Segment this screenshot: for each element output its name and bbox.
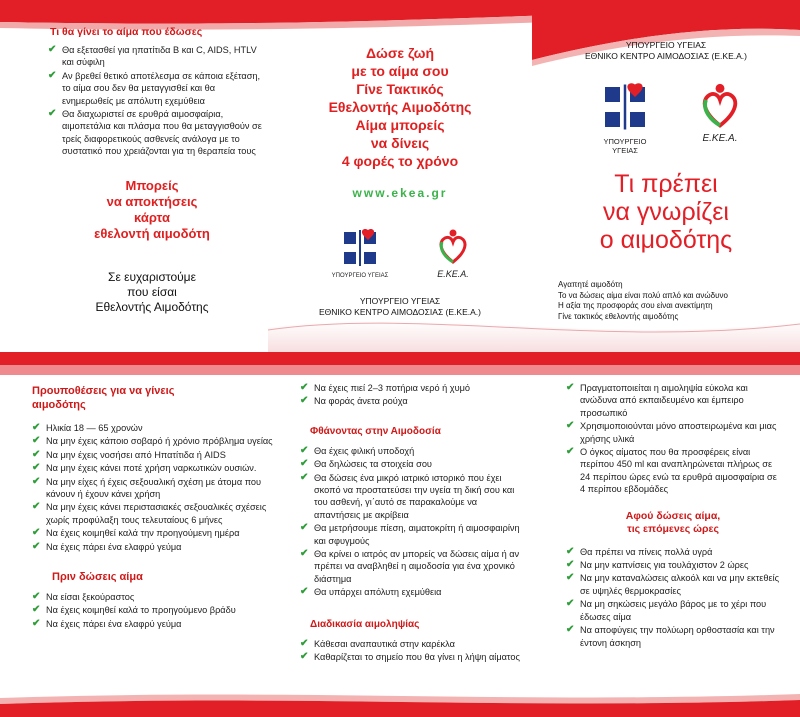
list-item: ✔ Να μη σηκώσεις μεγάλο βάρος με το χέρι που έδωσες αίμα	[566, 598, 767, 622]
donor-card-text: Μπορείς να αποκτήσεις κάρτα εθελοντή αιμοδότη	[94, 177, 210, 241]
check-icon: ✔	[32, 448, 41, 460]
bottom-col-3	[566, 382, 780, 692]
heart-logo-icon	[698, 82, 742, 128]
list-item: ✔ Να έχεις κοιμηθεί καλά την προηγούμενη ημέρα	[32, 527, 240, 539]
list-item: ✔ Να αποφύγεις την πολύωρη ορθοστασία και την έντονη άσκηση	[566, 624, 775, 648]
check-icon: ✔	[566, 598, 575, 610]
list-item: ✔ Θα υπάρχει απόλυτη εχεμύθεια	[300, 586, 442, 598]
list-item: ✔ Θα μετρήσουμε πίεση, αιματοκρίτη ή αιμοσφαιρίνη και σφυγμούς	[300, 522, 520, 546]
ekea-logo: Ε.ΚΕ.Α.	[690, 82, 750, 144]
check-icon: ✔	[300, 471, 309, 483]
check-icon: ✔	[32, 475, 41, 487]
check-icon: ✔	[566, 559, 575, 571]
intro-text: Αγαπητέ αιμοδότη Το να δώσεις αίμα είναι πολύ απλό και ανώδυνο Η αξία της προσφοράς σου είναι ανεκτίμητη Γίνε τακτικός εθελοντής αιμοδότης	[558, 280, 728, 321]
process-title: Διαδικασία αιμοληψίας	[310, 618, 420, 630]
check-icon: ✔	[32, 617, 41, 629]
list-item: ✔ Θα έχεις φιλική υποδοχή	[300, 444, 415, 456]
list-item: ✔ Θα δώσεις ένα μικρό ιατρικό ιστορικό που έχει σκοπό να προστατεύσει την υγεία τη δική σου και του ασθενή, γι΄αυτό σε παρακαλούμε να απαντήσεις με ακρίβεια	[300, 471, 515, 520]
blood-fate-title: Τι θα γίνει το αίμα που έδωσες	[50, 26, 203, 38]
list-item: ✔ Ο όγκος αίματος που θα προσφέρεις είναι περίπου 450 ml και αναπληρώνεται πλήρως σε 24 περίπου ώρες ενώ τα ερυθρά αιμοσφαίρια σε 4 περίπου εβδομάδες	[566, 446, 777, 495]
check-icon: ✔	[566, 446, 575, 458]
list-item: ✔ Να έχεις πιεί 2–3 ποτήρια νερό ή χυμό	[300, 382, 471, 393]
fold-strip	[0, 365, 800, 375]
bottom-col-1	[32, 384, 276, 694]
check-icon: ✔	[32, 462, 41, 474]
top-bottom-wave	[0, 300, 800, 372]
list-item: ✔ Αν βρεθεί θετικό αποτέλεσμα σε κάποια εξέταση, το αίμα σου δεν θα μεταγγισθεί και θα ενημερωθείς με απόλυτη εχεμύθεια	[48, 69, 261, 106]
list-item: ✔ Θα κρίνει ο ιατρός αν μπορείς να δώσεις αίμα ή αν πρέπει να αναβληθεί η αιμοδοσία για ένα χρονικό διάστημα	[300, 548, 520, 584]
list-item: ✔ Να μην έχεις κάνει περιστασιακές σεξουαλικές σχέσεις χωρίς προφύλαξη τους τελευταίους 6 μήνες	[32, 501, 267, 525]
list-item: ✔ Κάθεσαι αναπαυτικά στην καρέκλα	[300, 637, 455, 649]
requirements-title: Προυποθέσεις για να γίνεις αιμοδότης	[32, 385, 175, 411]
bottom-col-2	[300, 382, 520, 692]
arrival-list	[300, 445, 520, 599]
check-icon: ✔	[566, 572, 575, 584]
ministry-logo: ΥΠΟΥΡΓΕΙΟ ΥΓΕΙΑΣ	[590, 82, 660, 155]
list-item: ✔ Να έχεις πάρει ένα ελαφρύ γεύμα	[32, 617, 182, 629]
list-item: ✔ Θα δηλώσεις τα στοιχεία σου	[300, 458, 432, 470]
list-item: ✔ Να είσαι ξεκούραστος	[32, 591, 135, 603]
check-icon: ✔	[566, 624, 575, 636]
hospital-cross-icon	[342, 228, 378, 268]
blood-fate-list	[42, 44, 262, 158]
check-icon: ✔	[32, 501, 41, 513]
check-icon: ✔	[300, 522, 309, 534]
list-item: ✔ Θα διαχωριστεί σε ερυθρά αιμοσφαίρια, αιμοπετάλια και πλάσμα που θα μεταγγισθούν σε τρείς διαφορετικούς ασθενείς ανάλογα με το συστατικό που χρειάζονται για τη θεραπεία τους	[48, 108, 262, 157]
check-icon: ✔	[566, 420, 575, 432]
before-donating-list-continued	[300, 382, 520, 408]
check-icon: ✔	[566, 545, 575, 557]
list-item: ✔ Θα εξετασθεί για ηπατίτιδα Β και C, AIDS, HTLV και σύφιλη	[48, 44, 257, 68]
list-item: ✔ Να μην έχεις νοσήσει από Ηπατίτιδα ή AIDS	[32, 448, 226, 460]
before-donating-title: Πριν δώσεις αίμα	[52, 571, 143, 584]
main-title: Τι πρέπει να γνωρίζει ο αιμοδότης	[599, 170, 733, 254]
after-donating-list	[566, 546, 780, 649]
slogan: Δώσε ζωή με το αίμα σου Γίνε Τακτικός Εθελοντής Αιμοδότης Αίμα μπορείς να δίνεις 4 φορές το χρόνο	[328, 45, 472, 169]
check-icon: ✔	[300, 444, 309, 456]
check-icon: ✔	[566, 382, 575, 393]
check-icon: ✔	[300, 637, 309, 649]
list-item: ✔ Να έχεις πάρει ένα ελαφρύ γεύμα	[32, 540, 182, 552]
check-icon: ✔	[32, 527, 41, 539]
check-icon: ✔	[48, 69, 57, 81]
list-item: ✔ Πραγματοποιείται η αιμοληψία εύκολα και ανώδυνα από εκπαιδευμένο και έμπειρο προσωπικό	[566, 382, 748, 418]
check-icon: ✔	[300, 395, 309, 407]
list-item: ✔ Να μην έχεις κάποιο σοβαρό ή χρόνιο πρόβλημα υγείας	[32, 435, 273, 447]
check-icon: ✔	[300, 382, 309, 393]
check-icon: ✔	[32, 591, 41, 603]
check-icon: ✔	[32, 604, 41, 616]
right-header: ΥΠΟΥΡΓΕΙΟ ΥΓΕΙΑΣ ΕΘΝΙΚΟ ΚΕΝΤΡΟ ΑΙΜΟΔΟΣΙΑΣ (Ε.ΚΕ.Α.)	[585, 40, 747, 61]
check-icon: ✔	[48, 44, 57, 55]
check-icon: ✔	[300, 651, 309, 663]
check-icon: ✔	[32, 435, 41, 447]
before-donating-list	[32, 591, 276, 630]
website-link[interactable]: www.ekea.gr	[352, 186, 448, 200]
list-item: ✔ Να μην έχεις κάνει ποτέ χρήση ναρκωτικών ουσιών.	[32, 462, 257, 474]
list-item: ✔ Χρησιμοποιούνται μόνο αποστειρωμένα και μιας χρήσης υλικά	[566, 420, 777, 444]
check-icon: ✔	[48, 108, 57, 120]
panel-middle	[268, 26, 532, 316]
list-item: ✔ Να έχεις κοιμηθεί καλά το προηγούμενο βράδυ	[32, 604, 236, 616]
panel-right	[532, 30, 800, 330]
list-item: ✔ Να μην καταναλώσεις αλκοόλ και να μην εκτεθείς σε υψηλές θερμοκρασίες	[566, 572, 780, 596]
arrival-title: Φθάνοντας στην Αιμοδοσία	[310, 425, 441, 437]
ministry-logo: ΥΠΟΥΡΓΕΙΟ ΥΓΕΙΑΣ	[330, 228, 390, 279]
list-item: ✔ Να μην είχες ή έχεις σεξουαλική σχέση με άτομα που κάνουν ή έχουν κάνει χρήση	[32, 475, 262, 500]
list-item: ✔ Να μην καπνίσεις για τουλάχιστον 2 ώρες	[566, 559, 749, 571]
check-icon: ✔	[32, 422, 41, 433]
check-icon: ✔	[300, 586, 309, 598]
bottom-red-wave	[0, 690, 800, 717]
requirements-list	[32, 422, 276, 553]
hospital-cross-icon	[602, 82, 648, 132]
check-icon: ✔	[300, 548, 309, 560]
check-icon: ✔	[300, 458, 309, 470]
process-list-continued	[566, 382, 780, 496]
list-item: ✔ Ηλικία 18 — 65 χρονών	[32, 422, 143, 433]
check-icon: ✔	[32, 540, 41, 552]
list-item: ✔ Να φοράς άνετα ρούχα	[300, 395, 408, 407]
middle-footer: ΥΠΟΥΡΓΕΙΟ ΥΓΕΙΑΣ ΕΘΝΙΚΟ ΚΕΝΤΡΟ ΑΙΜΟΔΟΣΙΑΣ (Ε.ΚΕ.Α.)	[319, 296, 481, 317]
process-list	[300, 638, 520, 664]
ekea-logo: Ε.ΚΕ.Α.	[428, 228, 478, 279]
list-item: ✔ Καθαρίζεται το σημείο που θα γίνει η λήψη αίματος	[300, 651, 520, 663]
after-donating-title: Αφού δώσεις αίμα, τις επόμενες ώρες	[625, 509, 721, 535]
thanks-text: Σε ευχαριστούμε που είσαι Εθελοντής Αιμοδότης	[95, 269, 209, 314]
heart-logo-icon	[436, 228, 470, 264]
list-item: ✔ Θα πρέπει να πίνεις πολλά υγρά	[566, 545, 713, 557]
